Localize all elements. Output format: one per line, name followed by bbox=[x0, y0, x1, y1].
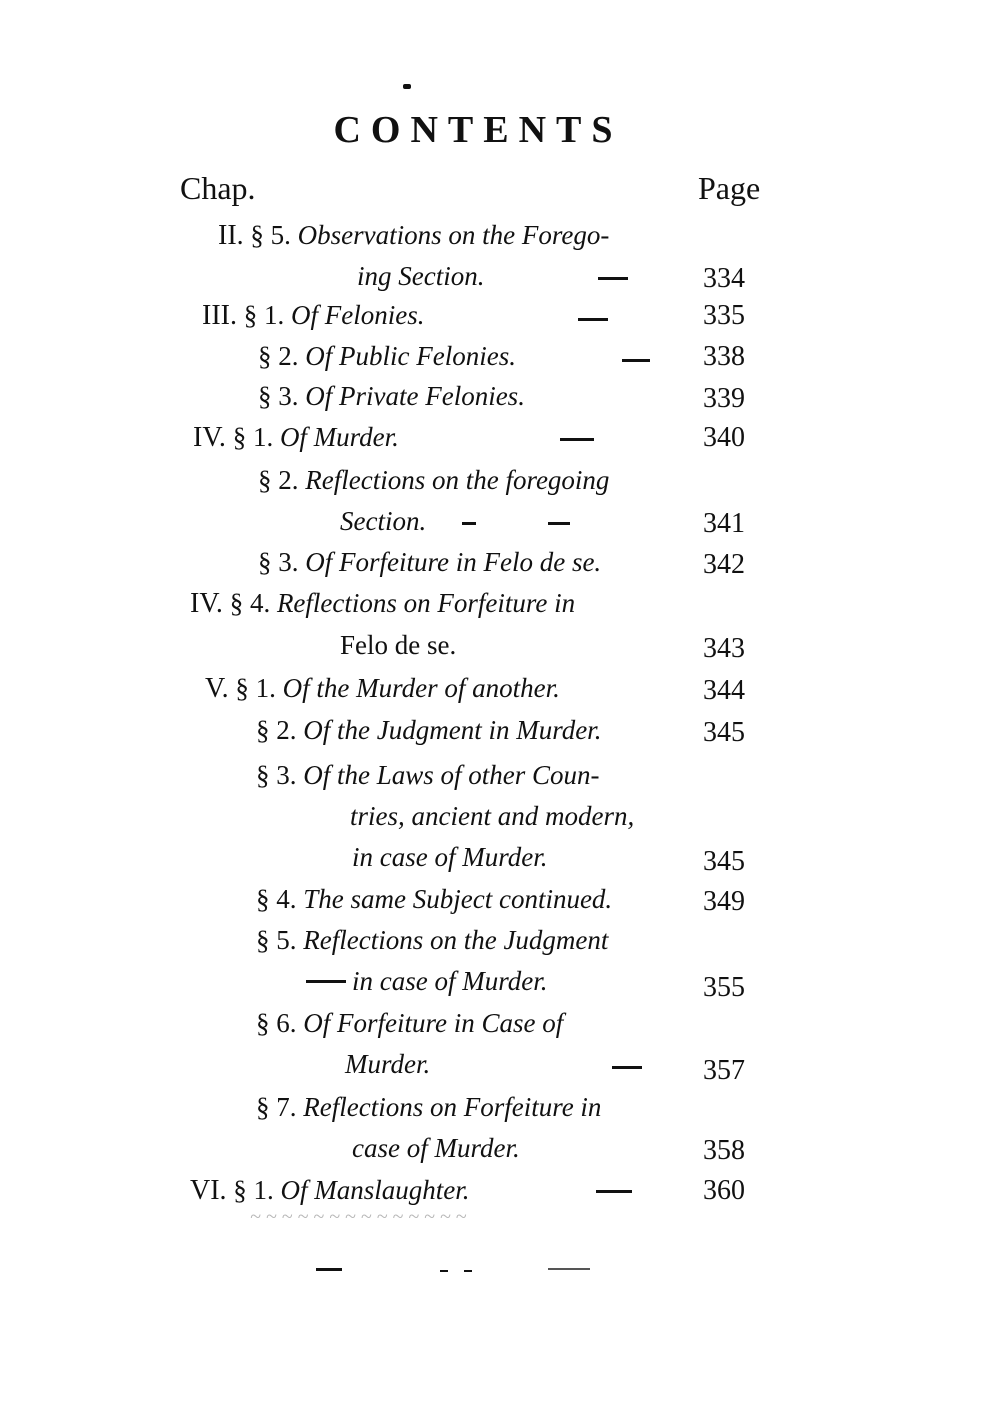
page-number: 339 bbox=[703, 383, 745, 414]
toc-line bbox=[258, 547, 601, 578]
section-mark: § 4. bbox=[256, 884, 297, 914]
chapter-numeral: V. bbox=[205, 673, 229, 704]
page-number: 345 bbox=[703, 846, 745, 877]
entry-title-cont: in case of Murder. bbox=[352, 966, 548, 996]
toc-line bbox=[218, 220, 609, 252]
entry-title-cont: Murder. bbox=[345, 1049, 431, 1079]
chapter-numeral: VI. bbox=[190, 1175, 227, 1206]
toc-line bbox=[256, 1008, 563, 1039]
page-number: 358 bbox=[703, 1135, 745, 1166]
entry-title: The same Subject continued. bbox=[303, 884, 613, 914]
toc-line bbox=[190, 588, 575, 620]
entry-title: Of Manslaughter. bbox=[280, 1175, 470, 1205]
entry-title-cont: Section. bbox=[340, 506, 427, 536]
leader-dash bbox=[612, 1066, 642, 1069]
toc-line bbox=[256, 1092, 601, 1123]
leader-dash bbox=[622, 359, 650, 362]
toc-line-cont bbox=[357, 261, 484, 292]
entry-title: Of the Laws of other Coun- bbox=[303, 760, 600, 790]
section-mark: § 5. bbox=[256, 925, 297, 955]
page-number: 357 bbox=[703, 1055, 745, 1086]
toc-line-cont bbox=[350, 801, 634, 832]
entry-title-cont: ing Section. bbox=[357, 261, 485, 291]
section-mark: § 2. bbox=[256, 715, 297, 745]
entry-title: Of Forfeiture in Case of bbox=[303, 1008, 564, 1038]
leader-dash bbox=[596, 1190, 632, 1193]
toc-line-cont bbox=[352, 842, 547, 873]
entry-title: Of Public Felonies. bbox=[305, 341, 516, 371]
toc-line bbox=[256, 884, 612, 915]
entry-title-cont: in case of Murder. bbox=[352, 842, 548, 872]
leader-dash bbox=[306, 980, 346, 983]
section-mark: § 4. bbox=[229, 588, 271, 618]
toc-line-cont bbox=[345, 1049, 430, 1080]
page-number: 355 bbox=[703, 972, 745, 1003]
section-mark: § 1. bbox=[243, 300, 285, 330]
section-mark: § 1. bbox=[235, 673, 276, 703]
page-number: 335 bbox=[703, 300, 745, 331]
page-number: 344 bbox=[703, 675, 745, 706]
page-number: 360 bbox=[703, 1175, 745, 1206]
chap-header: Chap. bbox=[180, 170, 256, 206]
chapter-numeral: III. bbox=[202, 300, 237, 331]
entry-title: Reflections on Forfeiture in bbox=[303, 1092, 602, 1122]
page-number: 340 bbox=[703, 422, 745, 453]
page-number: 341 bbox=[703, 508, 745, 539]
toc-line bbox=[193, 422, 399, 454]
toc-line bbox=[190, 1175, 470, 1207]
entry-title-cont: tries, ancient and modern, bbox=[350, 801, 635, 831]
bottom-dash bbox=[440, 1270, 448, 1272]
section-mark: § 1. bbox=[232, 422, 274, 452]
bottom-dash bbox=[548, 1268, 590, 1270]
toc-line bbox=[256, 760, 600, 791]
toc-line-cont bbox=[340, 630, 456, 661]
section-mark: § 6. bbox=[256, 1008, 297, 1038]
entry-title: Observations on the Forego- bbox=[297, 220, 610, 250]
page-number: 349 bbox=[703, 886, 745, 917]
toc-line bbox=[205, 673, 560, 705]
entry-title: Reflections on Forfeiture in bbox=[276, 588, 576, 618]
entry-title-cont: Felo de se. bbox=[340, 630, 457, 660]
toc-line bbox=[256, 715, 601, 746]
section-mark: § 3. bbox=[258, 381, 299, 411]
toc-line bbox=[256, 925, 608, 956]
section-mark: § 3. bbox=[258, 547, 299, 577]
page-number: 343 bbox=[703, 633, 745, 664]
entry-title: Of Forfeiture in Felo de se. bbox=[305, 547, 602, 577]
entry-title: Of Felonies. bbox=[290, 300, 425, 330]
toc-line bbox=[258, 465, 609, 496]
page-header: Page bbox=[698, 170, 761, 206]
section-mark: § 2. bbox=[258, 341, 299, 371]
section-mark: § 5. bbox=[250, 220, 291, 250]
page-number: 338 bbox=[703, 341, 745, 372]
toc-line-cont bbox=[352, 966, 547, 997]
entry-title: Reflections on the Judgment bbox=[303, 925, 609, 955]
entry-title-cont: case of Murder. bbox=[352, 1133, 520, 1163]
leader-dash bbox=[548, 522, 570, 525]
section-mark: § 2. bbox=[258, 465, 299, 495]
toc-line-cont bbox=[340, 506, 426, 537]
entry-title: Of Private Felonies. bbox=[305, 381, 525, 411]
toc-line bbox=[202, 300, 424, 332]
section-mark: § 7. bbox=[256, 1092, 297, 1122]
toc-line bbox=[258, 341, 516, 372]
section-mark: § 1. bbox=[233, 1175, 274, 1205]
bottom-dash bbox=[316, 1268, 342, 1271]
leader-dash bbox=[578, 318, 608, 321]
ink-dot bbox=[403, 84, 411, 89]
chapter-numeral: IV. bbox=[193, 422, 226, 453]
entry-title: Of Murder. bbox=[279, 422, 399, 452]
bleed-through-smudge: ~ ~ ~ ~ ~ ~ ~ ~ ~ ~ ~ ~ ~ ~ bbox=[250, 1206, 467, 1228]
entry-title: Reflections on the foregoing bbox=[305, 465, 610, 495]
page-number: 334 bbox=[703, 263, 745, 294]
page-number: 345 bbox=[703, 717, 745, 748]
leader-dash bbox=[598, 277, 628, 280]
chapter-numeral: II. bbox=[218, 220, 244, 251]
toc-line bbox=[258, 381, 525, 412]
page-number: 342 bbox=[703, 549, 745, 580]
toc-line-cont bbox=[352, 1133, 520, 1164]
page-title: CONTENTS bbox=[333, 109, 623, 151]
section-mark: § 3. bbox=[256, 760, 297, 790]
leader-dash bbox=[462, 522, 476, 525]
leader-dash bbox=[560, 438, 594, 441]
bottom-dash bbox=[464, 1270, 472, 1272]
entry-title: Of the Murder of another. bbox=[282, 673, 560, 703]
entry-title: Of the Judgment in Murder. bbox=[303, 715, 602, 745]
chapter-numeral: IV. bbox=[190, 588, 223, 619]
